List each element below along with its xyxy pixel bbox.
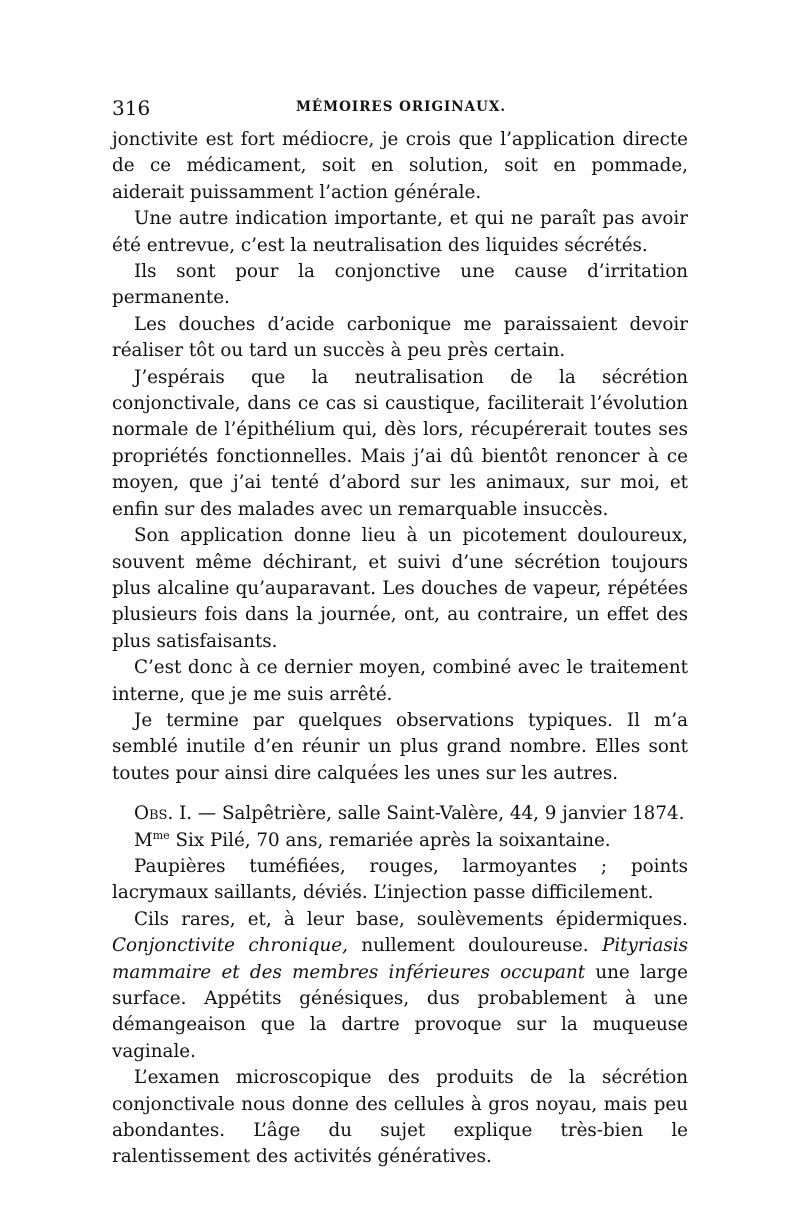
paragraph-irritation: Ils sont pour la conjonctive une cause d’irritation permanente. bbox=[112, 261, 688, 309]
paragraph-conclusion: C’est donc à ce dernier moyen, combiné avec le traitement interne, que je me suis arrêté. bbox=[112, 657, 688, 705]
paragraph-neutralisation: J’espérais que la neutralisation de la sécrétion conjonctivale, dans ce cas si caustique, faciliterait l’évolution normale de l’épithélium qui, dès lors, récupérerait toutes ses propriétés fonctionnelles. Mais j’ai dû bientôt renoncer à ce moyen, que j’ai tenté d’abord sur les animaux, sur moi, et enfin sur des malades avec un remarquable insuccès. bbox=[112, 366, 688, 520]
paragraph-douches: Les douches d’acide carbonique me paraissaient devoir réaliser tôt ou tard un succès à peu près certain. bbox=[112, 313, 688, 362]
observation-heading bbox=[112, 801, 688, 827]
observation-heading-text: — Salpêtrière, salle Saint-Valère, 44, 9 janvier 1874. bbox=[192, 803, 685, 825]
paragraph-continued: jonctivite est fort médiocre, je crois que l’application directe de ce médicament, soit en solution, soit en pommade, aiderait puissamment l’action générale. bbox=[112, 129, 688, 203]
observation-label: Obs. I. bbox=[134, 803, 193, 825]
observation-exam: L’examen microscopique des produits de la sécrétion conjonctivale nous donne des cellules à gros noyau, mais peu abondantes. L’âge du sujet explique très-bien le ralentissement des activités génératives. bbox=[112, 1067, 688, 1168]
section-gap bbox=[112, 787, 688, 801]
cils-pityriasis-italic: Pityriasis mammaire et des membres inférieures occupant bbox=[112, 935, 688, 983]
observation-patient bbox=[112, 828, 688, 854]
cils-text-c: nullement douloureuse. bbox=[347, 935, 603, 957]
cils-diagnosis-italic: Conjonctivite chronique, bbox=[112, 935, 348, 957]
patient-title-sup: me bbox=[152, 828, 170, 842]
cils-text-a: Cils rares, et, à leur base, soulèvements épidermiques. bbox=[134, 908, 688, 930]
observation-eyelids: Paupières tuméfiées, rouges, larmoyantes ; points lacrymaux saillants, déviés. L’injection passe difficilement. bbox=[112, 855, 688, 904]
paragraph-application: Son application donne lieu à un picotement douloureux, souvent même déchirant, et suivi d’une sécrétion toujours plus alcaline qu’auparavant. Les douches de vapeur, répétées plusieurs fois dans la journée, ont, au contraire, un effet des plus satisfaisants. bbox=[112, 525, 688, 652]
patient-details: Six Pilé, 70 ans, remariée après la soixantaine. bbox=[169, 829, 611, 851]
body-text bbox=[112, 127, 688, 1171]
patient-title: M bbox=[134, 829, 153, 851]
page-header bbox=[112, 96, 690, 126]
observation-cils bbox=[112, 907, 688, 1065]
running-head: MÉMOIRES ORIGINAUX. bbox=[295, 99, 507, 115]
page-number: 316 bbox=[112, 96, 151, 120]
cils-text-e: une large surface. Appétits génésiques, dus probablement à une démangeaison que la dartre provoque sur la muqueuse vaginale. bbox=[112, 961, 688, 1062]
paragraph-observations-intro: Je termine par quelques observations typiques. Il m’a semblé inutile d’en réunir un plus grand nombre. Elles sont toutes pour ainsi dire calquées les unes sur les autres. bbox=[112, 709, 688, 784]
paragraph-indication: Une autre indication importante, et qui ne paraît pas avoir été entrevue, c’est la neutralisation des liquides sécrétés. bbox=[112, 208, 688, 256]
